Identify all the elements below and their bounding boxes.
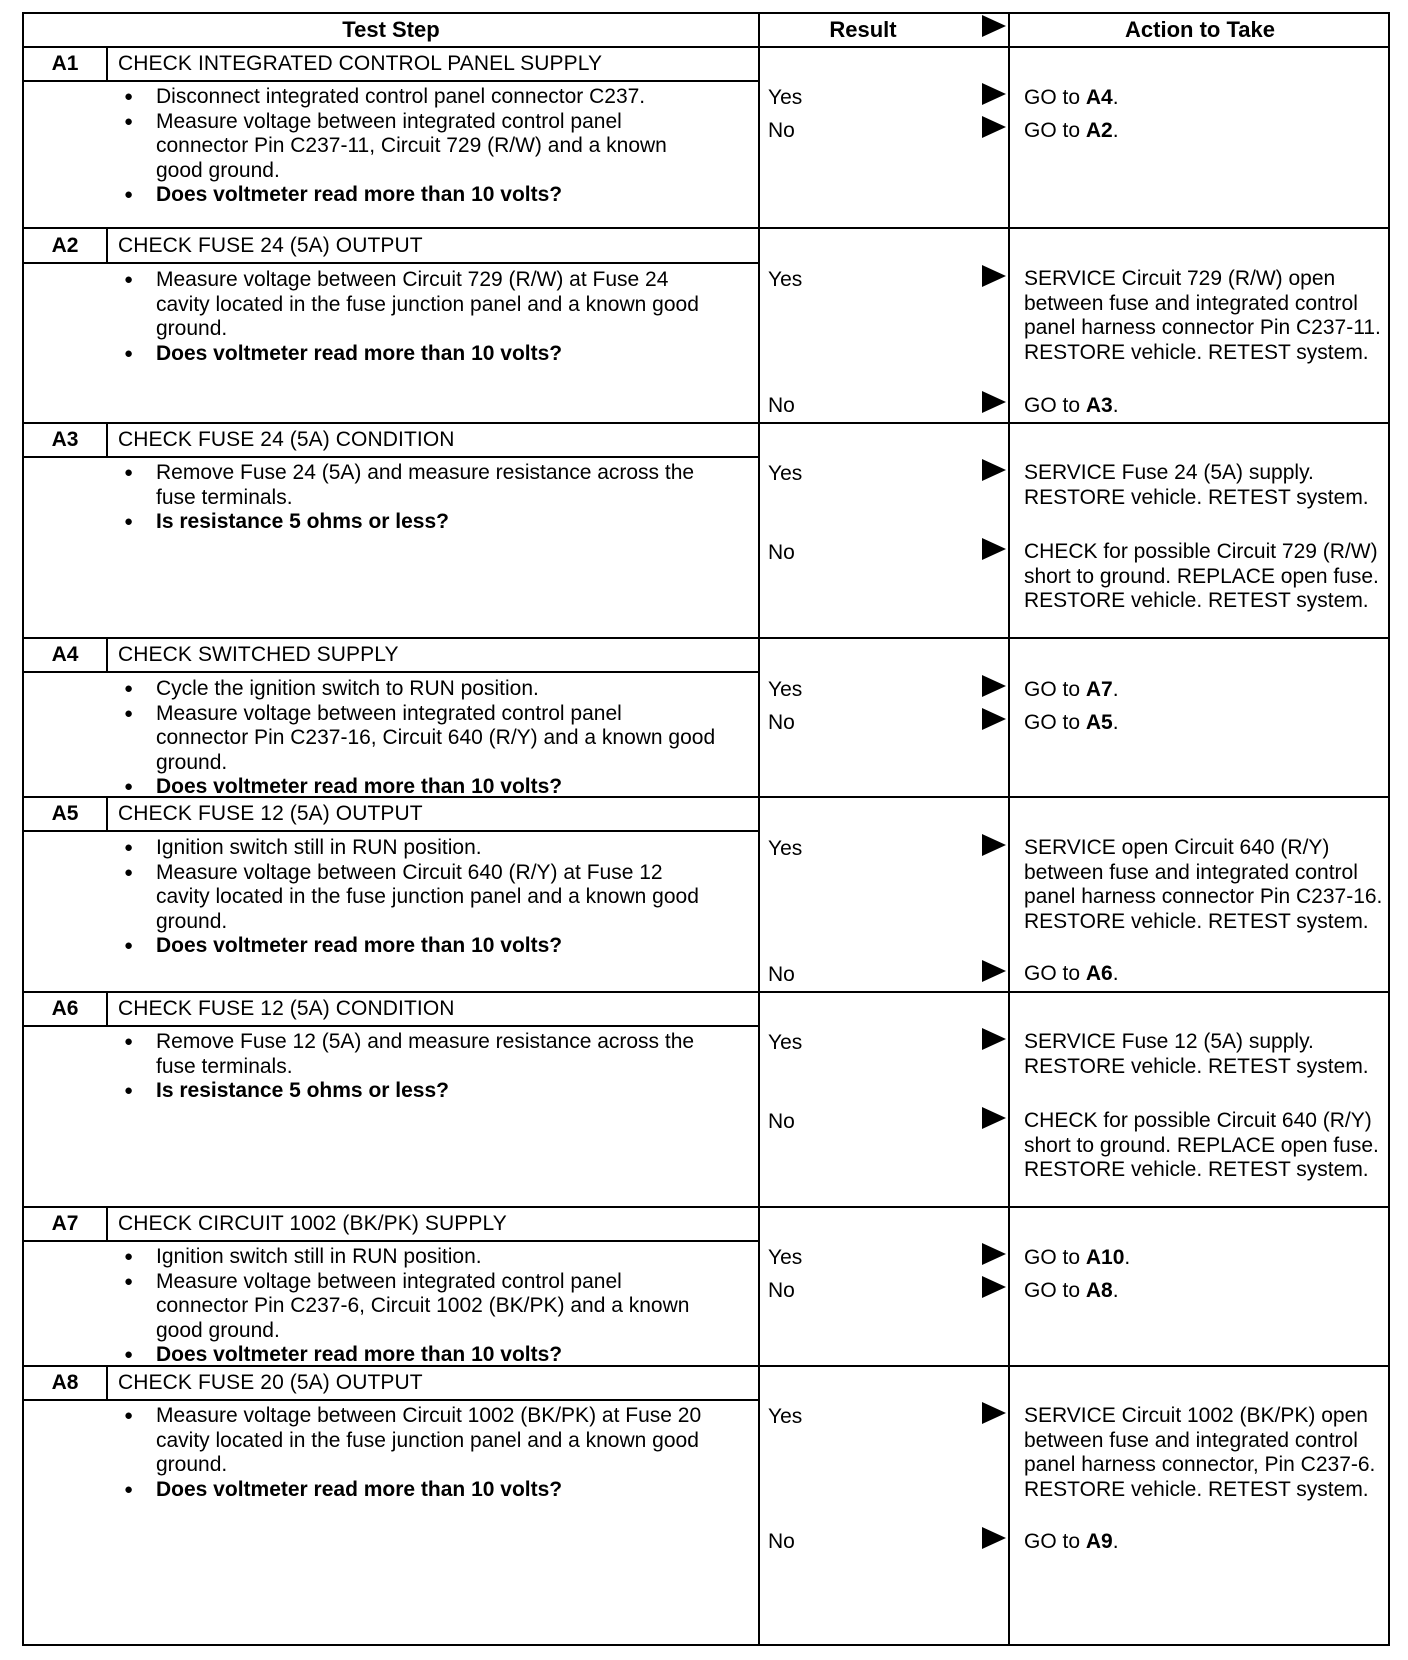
action-text: GO to A6. xyxy=(1024,962,1119,985)
action-text: SERVICE Fuse 24 (5A) supply. RESTORE vehicle. RETEST system. xyxy=(1024,461,1369,509)
bullet-question: ● Is resistance 5 ohms or less? xyxy=(116,510,716,535)
step-title: CHECK FUSE 20 (5A) OUTPUT xyxy=(118,1371,423,1394)
step-bullets xyxy=(116,1245,716,1368)
id-divider xyxy=(106,991,108,1025)
step-bullets xyxy=(116,268,716,366)
row-divider xyxy=(24,456,758,458)
row-divider xyxy=(24,1399,758,1401)
arrow-icon xyxy=(982,1527,1006,1549)
step-divider xyxy=(24,796,1390,798)
step-bullets xyxy=(116,836,716,959)
result-no: No xyxy=(768,119,795,142)
action-text: SERVICE Circuit 729 (R/W) open between fuse and integrated control panel harness connector Pin C237-11. RESTORE vehicle. RETEST system. xyxy=(1024,267,1381,364)
bullet-item: ● Measure voltage between Circuit 1002 (BK/PK) at Fuse 20 cavity located in the fuse junction panel and a known good ground. xyxy=(116,1404,716,1478)
step-bullets xyxy=(116,677,716,800)
bullet-item: ● Measure voltage between integrated control panel connector Pin C237-6, Circuit 1002 (BK/PK) and a known good ground. xyxy=(116,1270,716,1344)
bullet-item: ● Ignition switch still in RUN position. xyxy=(116,836,716,861)
row-divider xyxy=(24,80,758,82)
arrow-icon xyxy=(982,708,1006,730)
step-link: A10 xyxy=(1085,1246,1125,1269)
arrow-icon xyxy=(982,1028,1006,1050)
arrow-icon xyxy=(982,675,1006,697)
id-divider xyxy=(106,227,108,262)
arrow-icon xyxy=(982,834,1006,856)
action-text: SERVICE Fuse 12 (5A) supply. RESTORE vehicle. RETEST system. xyxy=(1024,1030,1369,1078)
row-divider xyxy=(24,262,758,264)
bullet-question: ● Does voltmeter read more than 10 volts? xyxy=(116,934,716,959)
arrow-icon xyxy=(982,1402,1006,1424)
arrow-icon xyxy=(982,538,1006,560)
step-id: A4 xyxy=(51,643,79,666)
result-yes: Yes xyxy=(768,1246,803,1269)
column-divider xyxy=(1008,14,1010,1644)
header-divider xyxy=(24,46,1390,48)
bullet-item: ● Measure voltage between Circuit 640 (R/Y) at Fuse 12 cavity located in the fuse junction panel and a known good ground. xyxy=(116,861,716,935)
result-yes: Yes xyxy=(768,1031,803,1054)
header-result: Result xyxy=(829,17,897,42)
bullet-question: ● Is resistance 5 ohms or less? xyxy=(116,1079,716,1104)
bullet-question: ● Does voltmeter read more than 10 volts? xyxy=(116,183,716,208)
step-bullets xyxy=(116,1404,716,1502)
header-action: Action to Take xyxy=(1125,17,1275,42)
bullet-item: ● Cycle the ignition switch to RUN position. xyxy=(116,677,716,702)
result-yes: Yes xyxy=(768,678,803,701)
bullet-item: ● Remove Fuse 24 (5A) and measure resistance across the fuse terminals. xyxy=(116,461,716,510)
result-no: No xyxy=(768,394,795,417)
step-id: A6 xyxy=(51,997,79,1020)
bullet-item: ● Measure voltage between integrated control panel connector Pin C237-11, Circuit 729 (R/W) and a known good ground. xyxy=(116,110,716,184)
arrow-icon xyxy=(982,1276,1006,1298)
bullet-question: ● Does voltmeter read more than 10 volts? xyxy=(116,1343,716,1368)
id-divider xyxy=(106,46,108,80)
step-link: A2 xyxy=(1085,119,1113,142)
bullet-question: ● Does voltmeter read more than 10 volts? xyxy=(116,342,716,367)
step-divider xyxy=(24,1365,1390,1367)
step-id: A1 xyxy=(51,52,79,75)
step-link: A6 xyxy=(1085,962,1113,985)
step-title: CHECK FUSE 24 (5A) OUTPUT xyxy=(118,234,423,257)
arrow-icon xyxy=(982,960,1006,982)
step-link: A5 xyxy=(1085,711,1113,734)
step-divider xyxy=(24,422,1390,424)
step-id: A7 xyxy=(51,1212,79,1235)
arrow-icon xyxy=(982,391,1006,413)
step-title: CHECK FUSE 12 (5A) CONDITION xyxy=(118,997,455,1020)
step-bullets xyxy=(116,85,716,208)
action-text: GO to A8. xyxy=(1024,1279,1119,1302)
action-text: CHECK for possible Circuit 640 (R/Y) short to ground. REPLACE open fuse. RESTORE vehicle. RETEST system. xyxy=(1024,1109,1379,1181)
row-divider xyxy=(24,671,758,673)
header-test-step: Test Step xyxy=(342,17,440,42)
step-bullets xyxy=(116,461,716,535)
arrow-icon xyxy=(982,83,1006,105)
step-title: CHECK INTEGRATED CONTROL PANEL SUPPLY xyxy=(118,52,603,75)
row-divider xyxy=(24,1025,758,1027)
result-yes: Yes xyxy=(768,268,803,291)
step-link: A8 xyxy=(1085,1279,1113,1302)
bullet-question: ● Does voltmeter read more than 10 volts? xyxy=(116,1478,716,1503)
bullet-item: ● Disconnect integrated control panel connector C237. xyxy=(116,85,716,110)
step-divider xyxy=(24,991,1390,993)
action-text: CHECK for possible Circuit 729 (R/W) short to ground. REPLACE open fuse. RESTORE vehicle. RETEST system. xyxy=(1024,540,1379,612)
row-divider xyxy=(24,830,758,832)
row-divider xyxy=(24,1240,758,1242)
step-link: A9 xyxy=(1085,1530,1113,1553)
action-text: GO to A9. xyxy=(1024,1530,1119,1553)
result-yes: Yes xyxy=(768,86,803,109)
action-text: GO to A4. xyxy=(1024,86,1119,109)
step-link: A7 xyxy=(1085,678,1113,701)
step-link: A3 xyxy=(1085,394,1113,417)
action-text: GO to A10. xyxy=(1024,1246,1131,1269)
diagnostic-table xyxy=(22,12,1390,1646)
id-divider xyxy=(106,796,108,830)
result-no: No xyxy=(768,963,795,986)
result-yes: Yes xyxy=(768,462,803,485)
step-divider xyxy=(24,227,1390,229)
arrow-icon xyxy=(982,459,1006,481)
column-divider xyxy=(758,14,760,1644)
bullet-item: ● Measure voltage between integrated control panel connector Pin C237-16, Circuit 640 (R/Y) and a known good ground. xyxy=(116,702,716,776)
id-divider xyxy=(106,422,108,456)
step-title: CHECK FUSE 12 (5A) OUTPUT xyxy=(118,802,423,825)
result-no: No xyxy=(768,541,795,564)
step-title: CHECK FUSE 24 (5A) CONDITION xyxy=(118,428,455,451)
bullet-item: ● Measure voltage between Circuit 729 (R/W) at Fuse 24 cavity located in the fuse junction panel and a known good ground. xyxy=(116,268,716,342)
action-text: GO to A5. xyxy=(1024,711,1119,734)
id-divider xyxy=(106,1206,108,1240)
arrow-icon xyxy=(982,1243,1006,1265)
step-bullets xyxy=(116,1030,716,1104)
bullet-question: ● Does voltmeter read more than 10 volts? xyxy=(116,775,716,800)
result-no: No xyxy=(768,1110,795,1133)
arrow-icon xyxy=(982,1107,1006,1129)
action-text: SERVICE open Circuit 640 (R/Y) between fuse and integrated control panel harness connector Pin C237-16. RESTORE vehicle. RETEST system. xyxy=(1024,836,1383,933)
step-divider xyxy=(24,1206,1390,1208)
step-divider xyxy=(24,637,1390,639)
result-no: No xyxy=(768,1530,795,1553)
arrow-icon xyxy=(982,265,1006,287)
id-divider xyxy=(106,637,108,671)
step-id: A3 xyxy=(51,428,79,451)
result-no: No xyxy=(768,1279,795,1302)
bullet-item: ● Ignition switch still in RUN position. xyxy=(116,1245,716,1270)
step-id: A8 xyxy=(51,1371,79,1394)
step-link: A4 xyxy=(1085,86,1113,109)
id-divider xyxy=(106,1365,108,1399)
result-yes: Yes xyxy=(768,1405,803,1428)
action-text: GO to A3. xyxy=(1024,394,1119,417)
action-text: GO to A7. xyxy=(1024,678,1119,701)
step-id: A2 xyxy=(51,234,79,257)
result-no: No xyxy=(768,711,795,734)
step-title: CHECK SWITCHED SUPPLY xyxy=(118,643,399,666)
step-id: A5 xyxy=(51,802,79,825)
bullet-item: ● Remove Fuse 12 (5A) and measure resistance across the fuse terminals. xyxy=(116,1030,716,1079)
arrow-icon xyxy=(982,116,1006,138)
result-yes: Yes xyxy=(768,837,803,860)
step-title: CHECK CIRCUIT 1002 (BK/PK) SUPPLY xyxy=(118,1212,507,1235)
action-text: GO to A2. xyxy=(1024,119,1119,142)
arrow-icon xyxy=(982,15,1006,37)
action-text: SERVICE Circuit 1002 (BK/PK) open between fuse and integrated control panel harness connector, Pin C237-6. RESTORE vehicle. RETEST system. xyxy=(1024,1404,1376,1501)
